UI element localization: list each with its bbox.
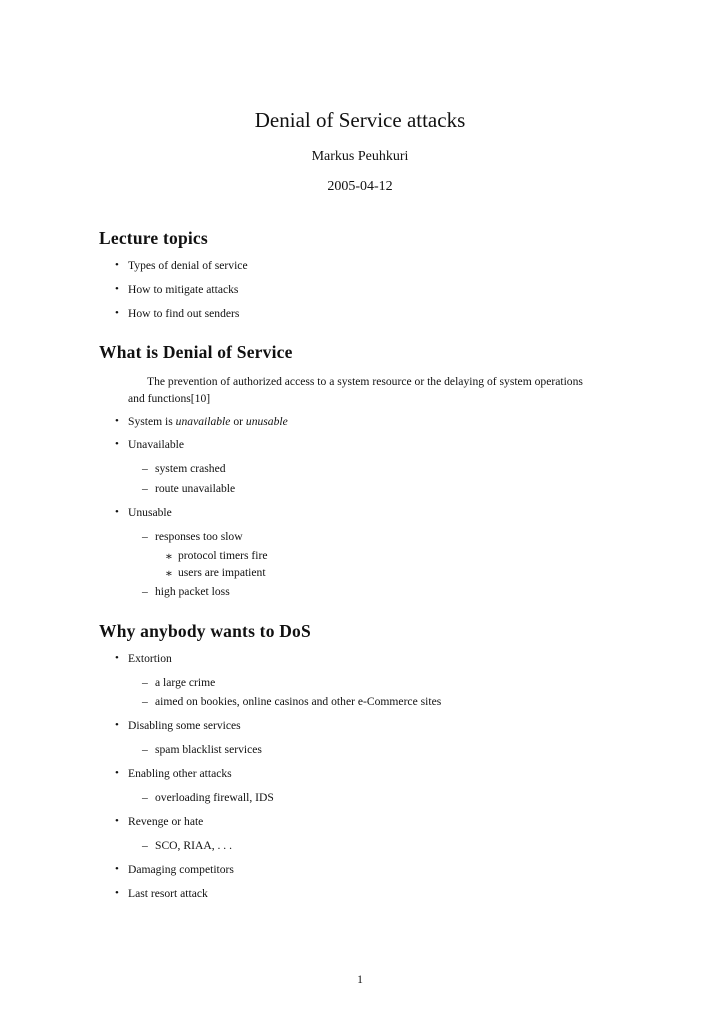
bullet-marker: • (115, 283, 119, 295)
date: 2005-04-12 (327, 179, 393, 194)
dash-marker: – (142, 462, 148, 475)
list-item: Enabling other attacks (128, 767, 232, 780)
section-heading-why-dos: Why anybody wants to DoS (99, 621, 311, 641)
star-marker: ∗ (165, 550, 173, 563)
list-item: Last resort attack (128, 887, 208, 900)
sub-sub-list-item: protocol timers fire (178, 549, 268, 562)
section-heading-lecture-topics: Lecture topics (99, 228, 208, 248)
document-title: Denial of Service attacks (254, 108, 466, 132)
sub-list-item: system crashed (155, 462, 226, 475)
list-item: Disabling some services (128, 719, 241, 732)
list-item: Unavailable (128, 438, 185, 451)
text-prefix: System is (128, 415, 176, 428)
bullet-marker: • (115, 506, 119, 518)
bullet-marker: • (115, 259, 119, 271)
list-item-system-is (128, 415, 288, 428)
bullet-marker: • (115, 652, 119, 664)
bullet-marker: • (115, 863, 119, 875)
dash-marker: – (142, 695, 148, 708)
bullet-marker: • (115, 307, 119, 319)
sub-list-item: spam blacklist services (155, 743, 262, 756)
bullet-marker: • (115, 767, 119, 779)
emphasis-unusable: unusable (245, 415, 288, 428)
section-heading-what-is-dos: What is Denial of Service (99, 342, 293, 362)
dash-marker: – (142, 482, 148, 495)
bullet-marker: • (115, 415, 119, 427)
dash-marker: – (142, 839, 148, 852)
sub-list-item: overloading firewall, IDS (155, 791, 274, 804)
list-item: Revenge or hate (128, 815, 204, 828)
list-item: Extortion (128, 652, 172, 665)
bullet-marker: • (115, 887, 119, 899)
list-item: Damaging competitors (128, 863, 234, 876)
page-number: 1 (357, 973, 363, 986)
list-item: Types of denial of service (128, 259, 248, 272)
text-or: or (230, 415, 246, 428)
list-item: How to mitigate attacks (128, 283, 239, 296)
author: Markus Peuhkuri (311, 149, 409, 164)
star-marker: ∗ (165, 567, 173, 580)
list-item: Unusable (128, 506, 172, 519)
dash-marker: – (142, 676, 148, 689)
definition-quote: The prevention of authorized access to a system resource or the delaying of system operations and functions[10] (128, 375, 583, 405)
sub-sub-list-item: users are impatient (178, 566, 266, 579)
dash-marker: – (142, 791, 148, 804)
emphasis-unavailable: unavailable (175, 415, 231, 428)
bullet-marker: • (115, 719, 119, 731)
sub-list-item: route unavailable (155, 482, 236, 495)
dash-marker: – (142, 530, 148, 543)
sub-list-item: SCO, RIAA, . . . (155, 839, 232, 852)
list-item: How to find out senders (128, 307, 240, 320)
bullet-marker: • (115, 438, 119, 450)
sub-list-item: responses too slow (155, 530, 243, 543)
dash-marker: – (142, 743, 148, 756)
dash-marker: – (142, 585, 148, 598)
sub-list-item: high packet loss (155, 585, 230, 598)
bullet-marker: • (115, 815, 119, 827)
sub-list-item: a large crime (155, 676, 216, 689)
sub-list-item: aimed on bookies, online casinos and other e-Commerce sites (155, 695, 442, 708)
